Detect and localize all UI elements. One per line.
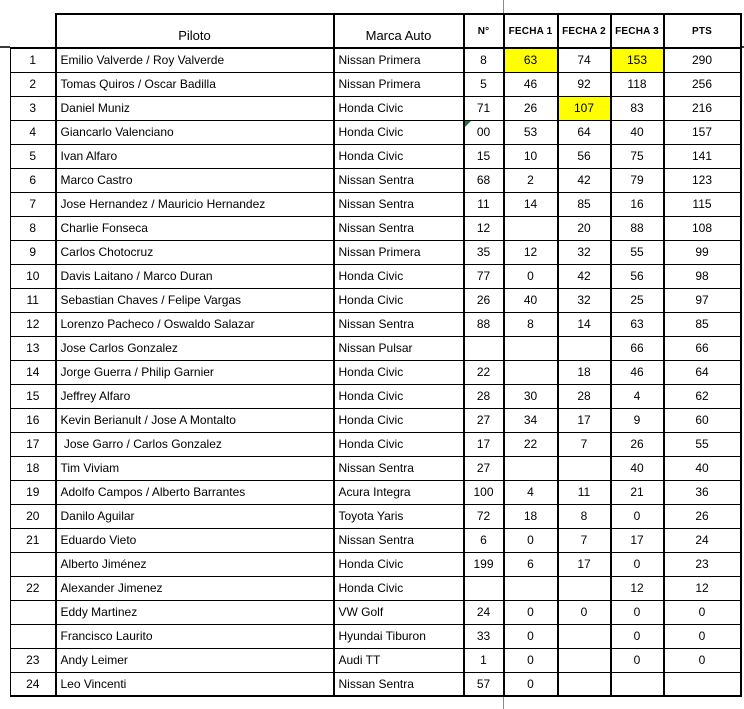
table-row <box>11 72 741 96</box>
pos-cell[interactable]: 5 <box>11 144 56 168</box>
table-row <box>11 360 741 384</box>
pts-cell[interactable]: 24 <box>664 528 741 552</box>
f3-cell[interactable]: 63 <box>611 312 664 336</box>
num-cell[interactable]: 71 <box>464 96 504 120</box>
f3-cell[interactable]: 88 <box>611 216 664 240</box>
f1-cell[interactable]: 0 <box>504 672 558 696</box>
pts-cell[interactable]: 55 <box>664 432 741 456</box>
f2-cell[interactable]: 32 <box>558 240 611 264</box>
pos-cell[interactable]: 21 <box>11 528 56 552</box>
table-row <box>11 192 741 216</box>
num-cell[interactable]: 100 <box>464 480 504 504</box>
f1-cell[interactable]: 0 <box>504 528 558 552</box>
header-fecha-1[interactable]: FECHA 1 <box>504 14 558 48</box>
piloto-cell[interactable]: Lorenzo Pacheco / Oswaldo Salazar <box>56 312 334 336</box>
piloto-cell[interactable]: Adolfo Campos / Alberto Barrantes <box>56 480 334 504</box>
f3-cell[interactable]: 16 <box>611 192 664 216</box>
pts-cell[interactable]: 40 <box>664 456 741 480</box>
pos-cell[interactable]: 18 <box>11 456 56 480</box>
f1-cell[interactable]: 22 <box>504 432 558 456</box>
f2-cell[interactable] <box>558 624 611 648</box>
f1-cell[interactable]: 10 <box>504 144 558 168</box>
piloto-cell[interactable]: Alexander Jimenez <box>56 576 334 600</box>
marca-cell[interactable]: Nissan Primera <box>334 72 464 96</box>
num-cell[interactable]: 28 <box>464 384 504 408</box>
num-cell[interactable]: 5 <box>464 72 504 96</box>
num-cell[interactable]: 1 <box>464 648 504 672</box>
marca-cell[interactable]: Nissan Sentra <box>334 168 464 192</box>
pos-cell[interactable]: 19 <box>11 480 56 504</box>
num-cell[interactable]: 27 <box>464 408 504 432</box>
f1-cell[interactable]: 6 <box>504 552 558 576</box>
f1-cell[interactable]: 12 <box>504 240 558 264</box>
pos-cell[interactable]: 10 <box>11 264 56 288</box>
num-cell[interactable]: 11 <box>464 192 504 216</box>
marca-cell[interactable]: Nissan Pulsar <box>334 336 464 360</box>
pts-cell[interactable]: 290 <box>664 48 741 72</box>
marca-cell[interactable]: Audi TT <box>334 648 464 672</box>
marca-cell[interactable]: Acura Integra <box>334 480 464 504</box>
pts-cell[interactable]: 256 <box>664 72 741 96</box>
marca-cell[interactable]: Nissan Sentra <box>334 312 464 336</box>
pos-cell[interactable]: 9 <box>11 240 56 264</box>
table-row <box>11 576 741 600</box>
pos-cell[interactable]: 7 <box>11 192 56 216</box>
standings-table <box>10 13 742 697</box>
f2-cell[interactable]: 17 <box>558 552 611 576</box>
f3-cell[interactable]: 17 <box>611 528 664 552</box>
table-row <box>11 96 741 120</box>
f1-cell[interactable]: 4 <box>504 480 558 504</box>
piloto-cell[interactable]: Tim Viviam <box>56 456 334 480</box>
f3-cell[interactable]: 40 <box>611 456 664 480</box>
header-fecha-3[interactable]: FECHA 3 <box>611 14 664 48</box>
header-marca-auto[interactable]: Marca Auto <box>334 14 464 48</box>
header-fecha-2[interactable]: FECHA 2 <box>558 14 611 48</box>
f1-cell[interactable]: 26 <box>504 96 558 120</box>
table-row <box>11 456 741 480</box>
f2-cell[interactable]: 56 <box>558 144 611 168</box>
f2-cell[interactable]: 18 <box>558 360 611 384</box>
marca-cell[interactable]: Nissan Sentra <box>334 672 464 696</box>
piloto-cell[interactable]: Kevin Berianult / Jose A Montalto <box>56 408 334 432</box>
table-row <box>11 120 741 144</box>
table-row <box>11 528 741 552</box>
table-row <box>11 264 741 288</box>
piloto-cell[interactable]: Leo Vincenti <box>56 672 334 696</box>
f2-cell[interactable]: 0 <box>558 600 611 624</box>
f2-cell[interactable]: 42 <box>558 168 611 192</box>
pos-cell[interactable]: 13 <box>11 336 56 360</box>
f2-cell[interactable] <box>558 336 611 360</box>
marca-cell[interactable]: Honda Civic <box>334 576 464 600</box>
f2-cell[interactable]: 32 <box>558 288 611 312</box>
pts-cell[interactable]: 60 <box>664 408 741 432</box>
num-cell[interactable]: 8 <box>464 48 504 72</box>
marca-cell[interactable]: Honda Civic <box>334 144 464 168</box>
piloto-cell[interactable]: Daniel Muniz <box>56 96 334 120</box>
pos-cell[interactable]: 11 <box>11 288 56 312</box>
piloto-cell[interactable]: Carlos Chotocruz <box>56 240 334 264</box>
f1-cell[interactable]: 14 <box>504 192 558 216</box>
marca-cell[interactable]: Honda Civic <box>334 360 464 384</box>
f2-cell[interactable]: 28 <box>558 384 611 408</box>
num-cell[interactable]: 88 <box>464 312 504 336</box>
table-row <box>11 48 741 72</box>
pts-cell[interactable]: 0 <box>664 624 741 648</box>
f3-cell[interactable]: 55 <box>611 240 664 264</box>
pts-cell[interactable]: 141 <box>664 144 741 168</box>
piloto-cell[interactable]: Emilio Valverde / Roy Valverde <box>56 48 334 72</box>
marca-cell[interactable]: VW Golf <box>334 600 464 624</box>
f3-cell[interactable]: 83 <box>611 96 664 120</box>
pts-cell[interactable]: 23 <box>664 552 741 576</box>
f3-cell[interactable]: 0 <box>611 600 664 624</box>
f2-cell[interactable]: 7 <box>558 528 611 552</box>
header-numero[interactable]: N° <box>464 14 504 48</box>
f2-cell[interactable] <box>558 672 611 696</box>
pts-cell[interactable]: 85 <box>664 312 741 336</box>
f3-cell[interactable]: 0 <box>611 504 664 528</box>
piloto-cell[interactable]: Charlie Fonseca <box>56 216 334 240</box>
num-cell[interactable]: 33 <box>464 624 504 648</box>
piloto-cell[interactable]: Andy Leimer <box>56 648 334 672</box>
f3-cell[interactable]: 40 <box>611 120 664 144</box>
table-row <box>11 288 741 312</box>
f3-cell[interactable]: 0 <box>611 648 664 672</box>
pos-cell[interactable]: 17 <box>11 432 56 456</box>
table-row <box>11 144 741 168</box>
f1-cell[interactable]: 40 <box>504 288 558 312</box>
marca-cell[interactable]: Nissan Sentra <box>334 192 464 216</box>
f3-cell[interactable]: 9 <box>611 408 664 432</box>
f2-cell[interactable]: 20 <box>558 216 611 240</box>
pts-cell[interactable]: 157 <box>664 120 741 144</box>
num-cell[interactable]: 77 <box>464 264 504 288</box>
piloto-cell[interactable]: Jeffrey Alfaro <box>56 384 334 408</box>
piloto-cell[interactable]: Danilo Aguilar <box>56 504 334 528</box>
marca-cell[interactable]: Nissan Primera <box>334 240 464 264</box>
num-cell[interactable]: 26 <box>464 288 504 312</box>
marca-cell[interactable]: Honda Civic <box>334 408 464 432</box>
table-row <box>11 672 741 696</box>
pts-cell[interactable]: 97 <box>664 288 741 312</box>
table-row <box>11 408 741 432</box>
f1-cell[interactable] <box>504 336 558 360</box>
piloto-cell[interactable]: Jose Carlos Gonzalez <box>56 336 334 360</box>
marca-cell[interactable]: Toyota Yaris <box>334 504 464 528</box>
table-row <box>11 624 741 648</box>
table-row <box>11 336 741 360</box>
num-cell[interactable]: 22 <box>464 360 504 384</box>
table-row <box>11 432 741 456</box>
f3-cell[interactable] <box>611 672 664 696</box>
marca-cell[interactable]: Honda Civic <box>334 120 464 144</box>
table-row <box>11 600 741 624</box>
num-cell[interactable]: 6 <box>464 528 504 552</box>
marca-cell[interactable]: Honda Civic <box>334 96 464 120</box>
pts-cell[interactable]: 98 <box>664 264 741 288</box>
f3-cell[interactable]: 0 <box>611 552 664 576</box>
header-position-spacer <box>11 14 56 48</box>
f3-cell[interactable]: 26 <box>611 432 664 456</box>
f1-cell[interactable] <box>504 456 558 480</box>
f3-cell[interactable]: 79 <box>611 168 664 192</box>
piloto-cell[interactable]: Jose Garro / Carlos Gonzalez <box>56 432 334 456</box>
pts-cell[interactable]: 26 <box>664 504 741 528</box>
marca-cell[interactable]: Hyundai Tiburon <box>334 624 464 648</box>
f2-cell[interactable]: 7 <box>558 432 611 456</box>
table-row <box>11 240 741 264</box>
pos-cell[interactable]: 24 <box>11 672 56 696</box>
piloto-cell[interactable]: Davis Laitano / Marco Duran <box>56 264 334 288</box>
f1-cell[interactable]: 0 <box>504 600 558 624</box>
marca-cell[interactable]: Nissan Sentra <box>334 528 464 552</box>
f2-cell[interactable]: 74 <box>558 48 611 72</box>
marca-cell[interactable]: Honda Civic <box>334 432 464 456</box>
f2-cell[interactable] <box>558 456 611 480</box>
pos-cell[interactable]: 23 <box>11 648 56 672</box>
pts-cell[interactable]: 108 <box>664 216 741 240</box>
f2-cell[interactable]: 17 <box>558 408 611 432</box>
f2-cell[interactable]: 11 <box>558 480 611 504</box>
header-piloto[interactable]: Piloto <box>56 14 334 48</box>
pos-cell[interactable] <box>11 552 56 576</box>
piloto-cell[interactable]: Eddy Martinez <box>56 600 334 624</box>
num-cell[interactable] <box>464 576 504 600</box>
marca-cell[interactable]: Honda Civic <box>334 288 464 312</box>
num-cell[interactable]: 15 <box>464 144 504 168</box>
pts-cell[interactable]: 0 <box>664 648 741 672</box>
table-row <box>11 504 741 528</box>
f2-cell[interactable]: 64 <box>558 120 611 144</box>
num-cell[interactable]: 35 <box>464 240 504 264</box>
f1-cell[interactable]: 8 <box>504 312 558 336</box>
piloto-cell[interactable]: Jorge Guerra / Philip Garnier <box>56 360 334 384</box>
pts-cell[interactable]: 123 <box>664 168 741 192</box>
f1-cell[interactable]: 0 <box>504 264 558 288</box>
f3-cell[interactable]: 153 <box>611 48 664 72</box>
num-cell[interactable]: 199 <box>464 552 504 576</box>
pos-cell[interactable]: 3 <box>11 96 56 120</box>
table-row <box>11 552 741 576</box>
pts-cell[interactable]: 99 <box>664 240 741 264</box>
pts-cell[interactable]: 36 <box>664 480 741 504</box>
pts-cell[interactable]: 115 <box>664 192 741 216</box>
pts-cell[interactable]: 12 <box>664 576 741 600</box>
header-pts[interactable]: PTS <box>664 14 741 48</box>
f3-cell[interactable]: 56 <box>611 264 664 288</box>
f1-cell[interactable]: 53 <box>504 120 558 144</box>
f2-cell[interactable]: 92 <box>558 72 611 96</box>
marca-cell[interactable]: Nissan Primera <box>334 48 464 72</box>
f2-cell[interactable]: 8 <box>558 504 611 528</box>
f1-cell[interactable]: 2 <box>504 168 558 192</box>
table-row <box>11 480 741 504</box>
marca-cell[interactable]: Honda Civic <box>334 264 464 288</box>
f2-cell[interactable] <box>558 576 611 600</box>
pos-cell[interactable]: 22 <box>11 576 56 600</box>
f2-cell[interactable] <box>558 648 611 672</box>
pos-cell[interactable] <box>11 624 56 648</box>
f2-cell[interactable]: 42 <box>558 264 611 288</box>
pts-cell[interactable] <box>664 672 741 696</box>
f3-cell[interactable]: 0 <box>611 624 664 648</box>
f1-cell[interactable]: 46 <box>504 72 558 96</box>
piloto-cell[interactable]: Sebastian Chaves / Felipe Vargas <box>56 288 334 312</box>
piloto-cell[interactable]: Alberto Jiménez <box>56 552 334 576</box>
pos-cell[interactable]: 8 <box>11 216 56 240</box>
pos-cell[interactable]: 20 <box>11 504 56 528</box>
marca-cell[interactable]: Honda Civic <box>334 552 464 576</box>
num-cell[interactable]: 68 <box>464 168 504 192</box>
f1-cell[interactable]: 0 <box>504 624 558 648</box>
f1-cell[interactable]: 18 <box>504 504 558 528</box>
piloto-cell[interactable]: Tomas Quiros / Oscar Badilla <box>56 72 334 96</box>
piloto-cell[interactable]: Ivan Alfaro <box>56 144 334 168</box>
pos-cell[interactable]: 15 <box>11 384 56 408</box>
f3-cell[interactable]: 118 <box>611 72 664 96</box>
f1-cell[interactable] <box>504 576 558 600</box>
pos-cell[interactable]: 16 <box>11 408 56 432</box>
table-row <box>11 384 741 408</box>
pts-cell[interactable]: 216 <box>664 96 741 120</box>
piloto-cell[interactable]: Francisco Laurito <box>56 624 334 648</box>
pts-cell[interactable]: 64 <box>664 360 741 384</box>
f3-cell[interactable]: 21 <box>611 480 664 504</box>
f2-cell[interactable]: 85 <box>558 192 611 216</box>
table-row <box>11 168 741 192</box>
f3-cell[interactable]: 46 <box>611 360 664 384</box>
pts-cell[interactable]: 66 <box>664 336 741 360</box>
table-row <box>11 312 741 336</box>
piloto-cell[interactable]: Giancarlo Valenciano <box>56 120 334 144</box>
marca-cell[interactable]: Nissan Sentra <box>334 456 464 480</box>
num-cell[interactable]: 17 <box>464 432 504 456</box>
num-cell[interactable]: 24 <box>464 600 504 624</box>
f3-cell[interactable]: 75 <box>611 144 664 168</box>
pos-cell[interactable]: 14 <box>11 360 56 384</box>
num-cell[interactable]: 27 <box>464 456 504 480</box>
marca-cell[interactable]: Honda Civic <box>334 384 464 408</box>
table-row <box>11 648 741 672</box>
f3-cell[interactable]: 66 <box>611 336 664 360</box>
f2-cell[interactable]: 107 <box>558 96 611 120</box>
num-cell[interactable]: 72 <box>464 504 504 528</box>
f3-cell[interactable]: 12 <box>611 576 664 600</box>
f1-cell[interactable]: 30 <box>504 384 558 408</box>
f1-cell[interactable]: 34 <box>504 408 558 432</box>
f1-cell[interactable]: 63 <box>504 48 558 72</box>
f3-cell[interactable]: 4 <box>611 384 664 408</box>
marca-cell[interactable]: Nissan Sentra <box>334 216 464 240</box>
piloto-cell[interactable]: Marco Castro <box>56 168 334 192</box>
piloto-cell[interactable]: Jose Hernandez / Mauricio Hernandez <box>56 192 334 216</box>
f1-cell[interactable]: 0 <box>504 648 558 672</box>
header-row <box>11 14 741 48</box>
piloto-cell[interactable]: Eduardo Vieto <box>56 528 334 552</box>
pos-cell[interactable]: 2 <box>11 72 56 96</box>
f3-cell[interactable]: 25 <box>611 288 664 312</box>
f2-cell[interactable]: 14 <box>558 312 611 336</box>
pos-cell[interactable]: 1 <box>11 48 56 72</box>
f1-cell[interactable] <box>504 216 558 240</box>
num-cell[interactable]: 57 <box>464 672 504 696</box>
pts-cell[interactable]: 0 <box>664 600 741 624</box>
num-cell[interactable]: 12 <box>464 216 504 240</box>
pos-cell[interactable] <box>11 600 56 624</box>
pos-cell[interactable]: 12 <box>11 312 56 336</box>
num-cell[interactable]: 00 <box>464 120 504 144</box>
pos-cell[interactable]: 6 <box>11 168 56 192</box>
pts-cell[interactable]: 62 <box>664 384 741 408</box>
pos-cell[interactable]: 4 <box>11 120 56 144</box>
f1-cell[interactable] <box>504 360 558 384</box>
num-cell[interactable] <box>464 336 504 360</box>
table-row <box>11 216 741 240</box>
